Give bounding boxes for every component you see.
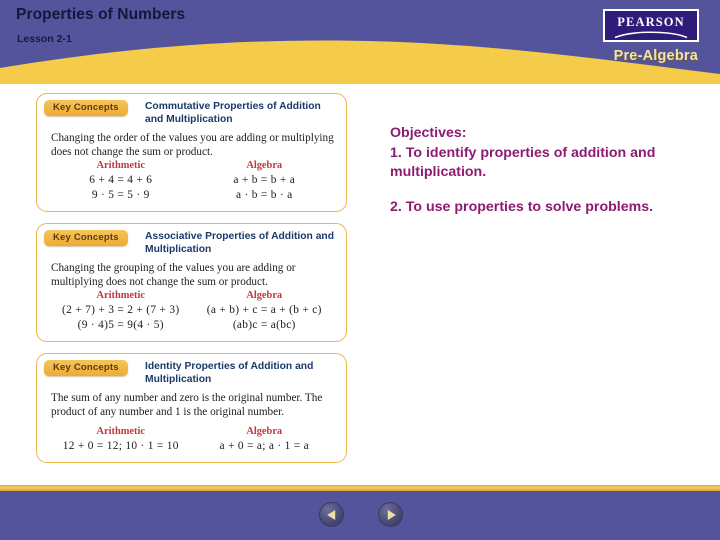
key-concepts-heading: Commutative Properties of Addition and Multiplication (145, 101, 321, 125)
key-concepts-examples (49, 426, 336, 454)
arrow-left-icon (327, 510, 335, 520)
algebra-column-header: Algebra (246, 426, 283, 437)
key-concepts-card (36, 353, 347, 463)
pearson-wordmark: PEARSON (617, 15, 685, 29)
key-concepts-card (36, 223, 347, 342)
objectives-block (390, 124, 670, 217)
key-concepts-examples (49, 290, 336, 333)
key-concepts-tab: Key Concepts (44, 230, 128, 246)
slide-header (0, 0, 720, 84)
key-concepts-heading: Identity Properties of Addition and Multiplication (145, 361, 314, 385)
objectives-heading: Objectives: (390, 125, 467, 141)
objective-item-2: 2. To use properties to solve problems. (390, 198, 654, 215)
lesson-label: Lesson 2-1 (17, 33, 72, 45)
algebra-equation: (a + b) + c = a + (b + c) (206, 304, 322, 316)
algebra-equation: a + b = b + a (233, 174, 296, 186)
arithmetic-equation: 12 + 0 = 12; 10 · 1 = 10 (62, 440, 179, 452)
key-concepts-tab: Key Concepts (44, 360, 128, 376)
arithmetic-equation: 6 + 4 = 4 + 6 (89, 174, 153, 186)
arithmetic-column-header: Arithmetic (96, 160, 145, 171)
pearson-logo (603, 9, 699, 42)
key-concepts-tab: Key Concepts (44, 100, 128, 116)
previous-slide-button[interactable] (319, 502, 344, 527)
arithmetic-column-header: Arithmetic (96, 290, 145, 301)
key-concepts-body: Changing the order of the values you are adding or multiplying does not change the sum or product. (51, 132, 334, 158)
arrow-right-icon (387, 510, 395, 520)
algebra-column-header: Algebra (246, 160, 283, 171)
objective-item-1: 1. To identify properties of addition and multiplication. (390, 144, 656, 180)
algebra-equation: a · b = b · a (236, 189, 293, 201)
arithmetic-column-header: Arithmetic (96, 426, 145, 437)
key-concepts-card (36, 93, 347, 212)
brand-subtitle: Pre-Algebra (613, 48, 698, 64)
slide-content (0, 84, 720, 485)
key-concepts-body: The sum of any number and zero is the original number. The product of any number and 1 is the original number. (51, 392, 323, 418)
algebra-equation: a + 0 = a; a · 1 = a (219, 440, 309, 452)
key-concepts-body: Changing the grouping of the values you are adding or multiplying does not change the sum or product. (51, 262, 296, 288)
algebra-column-header: Algebra (246, 290, 283, 301)
objectives-spacer (390, 183, 670, 198)
key-concepts-heading: Associative Properties of Addition and Multiplication (145, 231, 334, 255)
footer-accent-bar (0, 485, 720, 491)
next-slide-button[interactable] (378, 502, 403, 527)
arithmetic-equation: 9 · 5 = 5 · 9 (91, 189, 150, 201)
algebra-equation: (ab)c = a(bc) (232, 319, 296, 331)
slide-footer (0, 485, 720, 540)
arithmetic-equation: (9 · 4)5 = 9(4 · 5) (77, 319, 164, 331)
key-concepts-examples (49, 160, 336, 203)
page-title: Properties of Numbers (16, 6, 186, 23)
arithmetic-equation: (2 + 7) + 3 = 2 + (7 + 3) (62, 304, 180, 316)
pearson-arc-icon (614, 30, 688, 39)
